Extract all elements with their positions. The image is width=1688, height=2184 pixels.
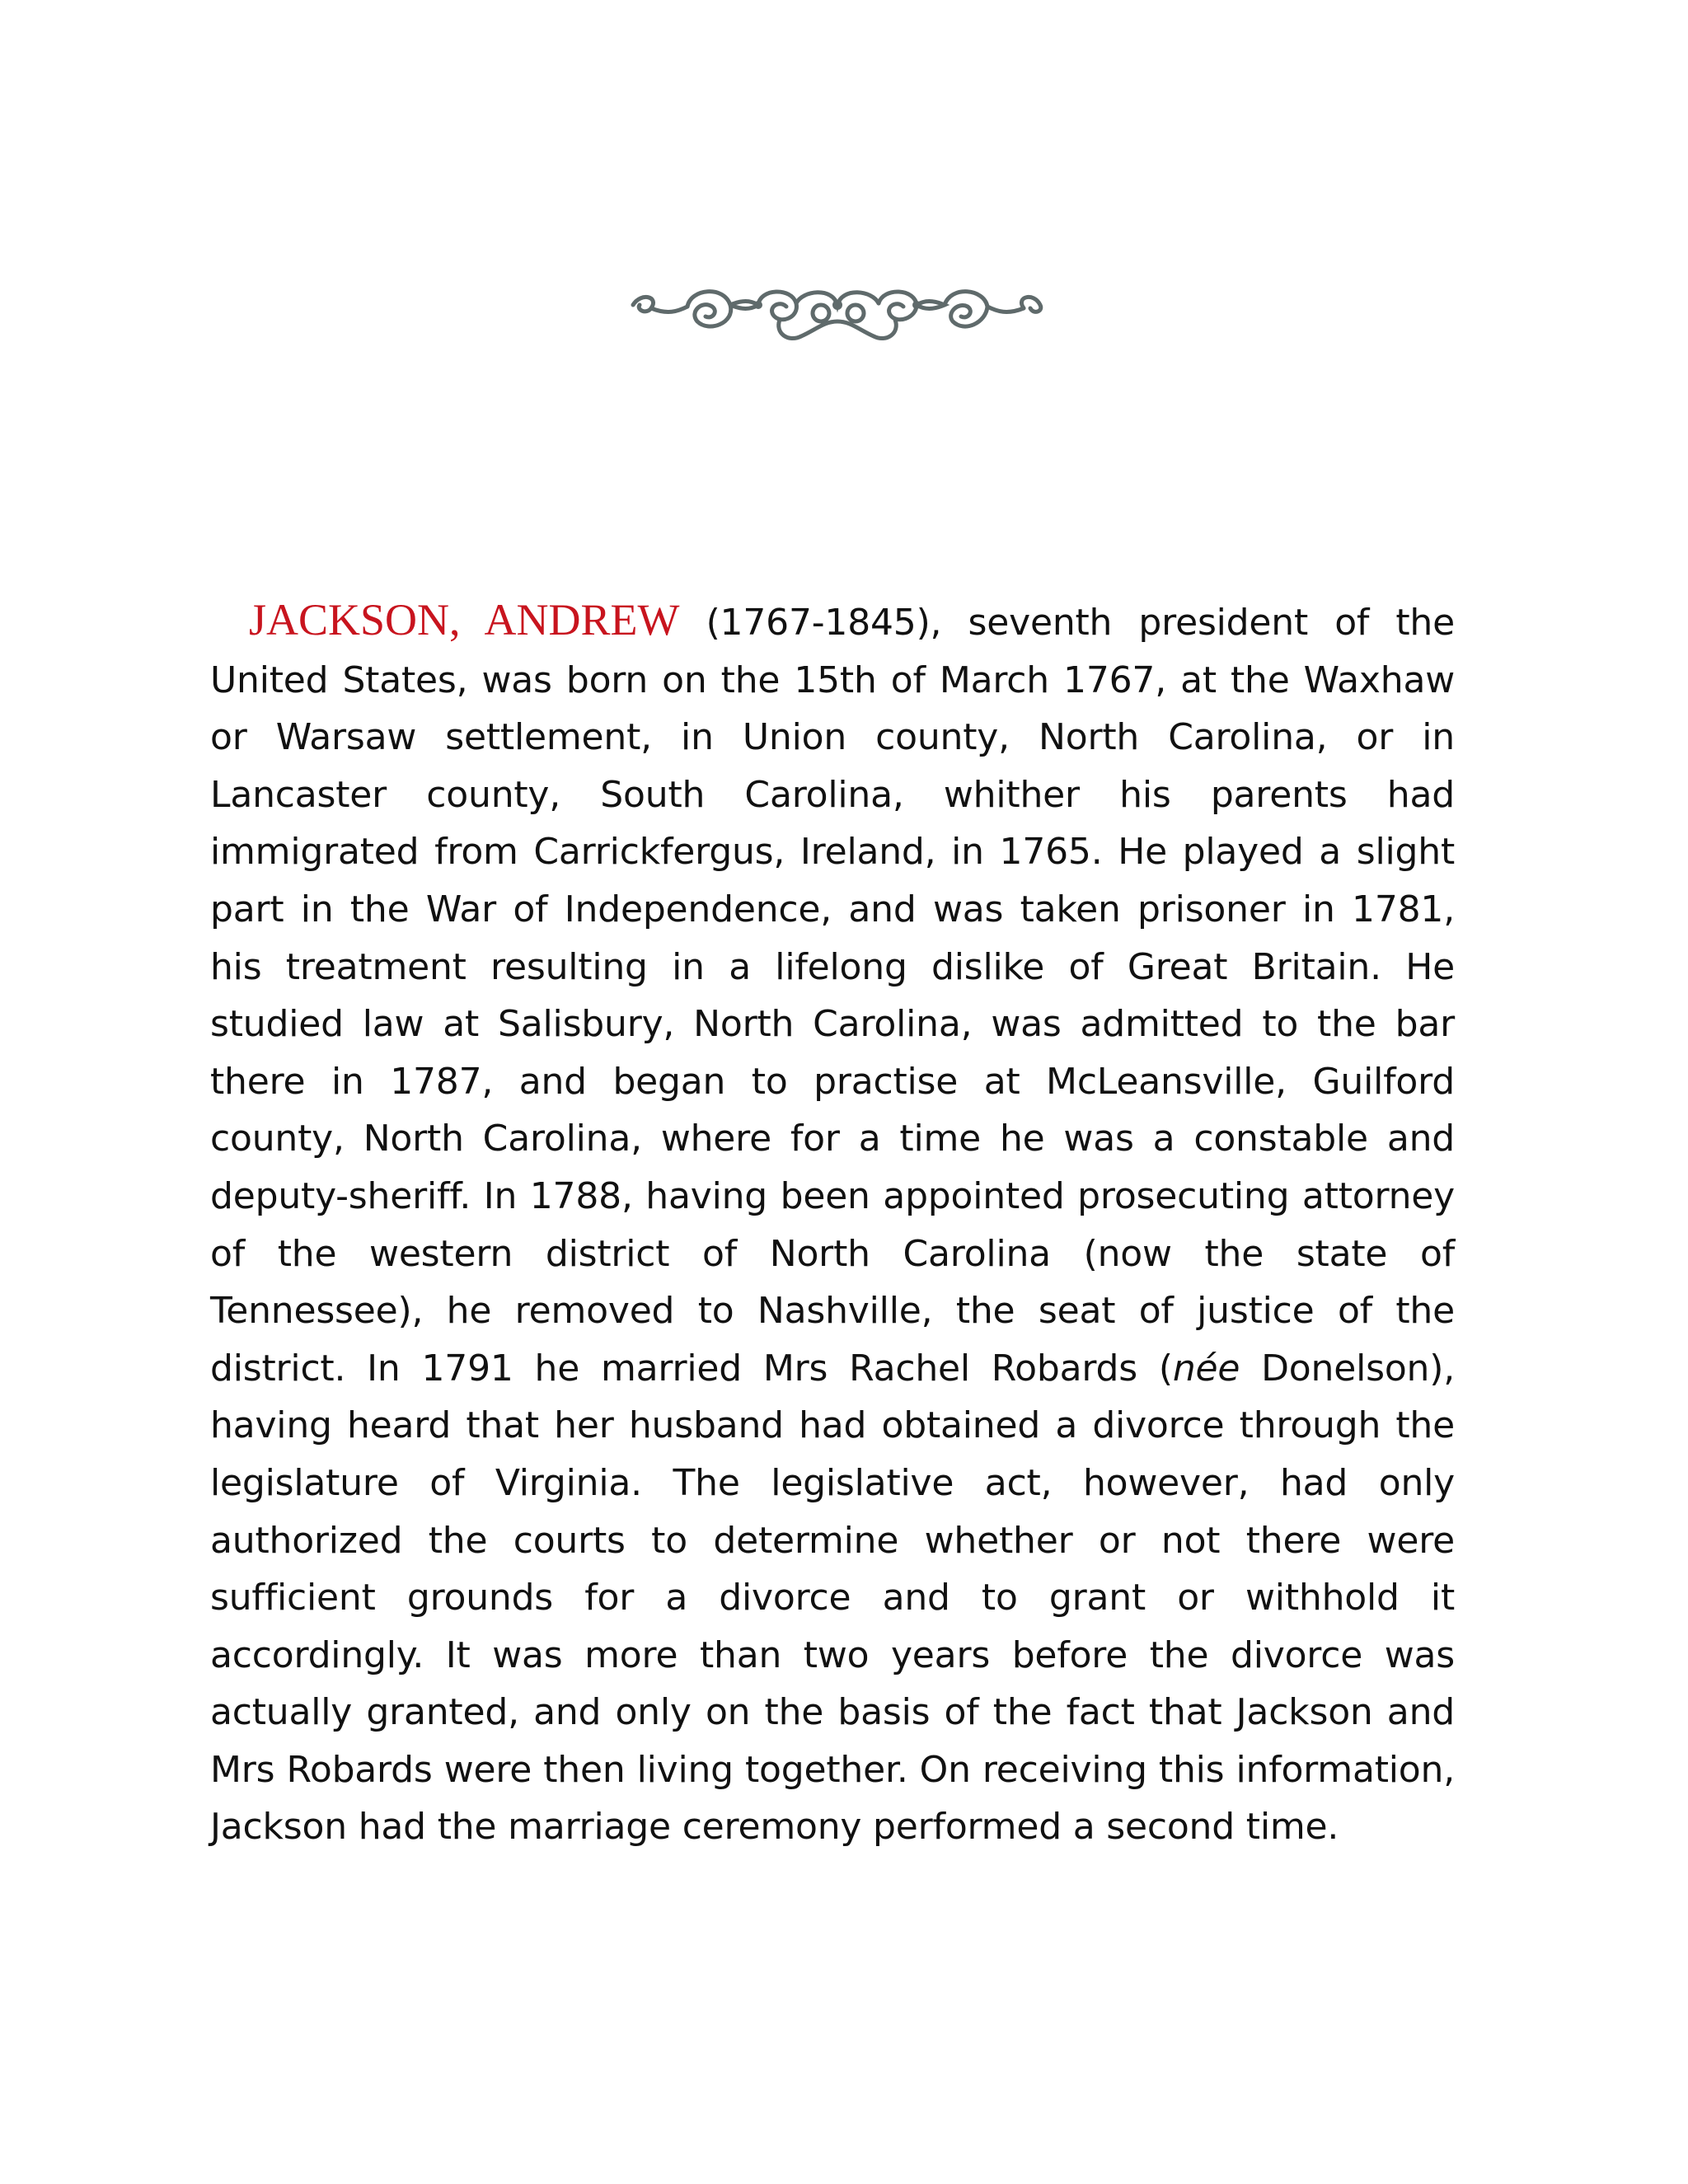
article-body-text: (1767-1845), seventh president of the United States, was born on the 15th of March 1767, at the Waxhaw or Warsaw settlement, in Union county, North Carolina, or in Lancaster county, South Carolina, whither his parents had immigrated from Carrickfergus, Ireland, in 1765. He played a slight part in the War of Independence, and was taken prisoner in 1781, his treatment resulting in a lifelong dislike of Great Britain. He studied law at Salisbury, North Carolina, was admitted to the bar there in 1787, and began to practise at McLeansville, Guilford county, North Carolina, where for a time he was a constable and deputy-sheriff. In 1788, having been appointed prosecuting attorney of the western district of North Carolina (now the state of Tennessee), he removed to Nashville, the seat of justice of the district. In 1791 he married Mrs Rachel Robards ( xyxy=(210,602,1455,1390)
scroll-flourish-icon xyxy=(626,272,1047,354)
article-headword: JACKSON, ANDREW xyxy=(249,595,680,644)
article-paragraph xyxy=(210,592,1455,1856)
article-italic-word: née xyxy=(1172,1347,1240,1390)
article-body-text-continued: Donelson), having heard that her husband had obtained a divorce through the legislature of Virginia. The legislative act, however, had only authorized the courts to determine whether or not there were sufficient grounds for a divorce and to grant or withhold it accordingly. It was more than two years before the divorce was actually granted, and only on the basis of the fact that Jackson and Mrs Robards were then living together. On receiving this information, Jackson had the marriage ceremony performed a second time. xyxy=(210,1347,1455,1849)
